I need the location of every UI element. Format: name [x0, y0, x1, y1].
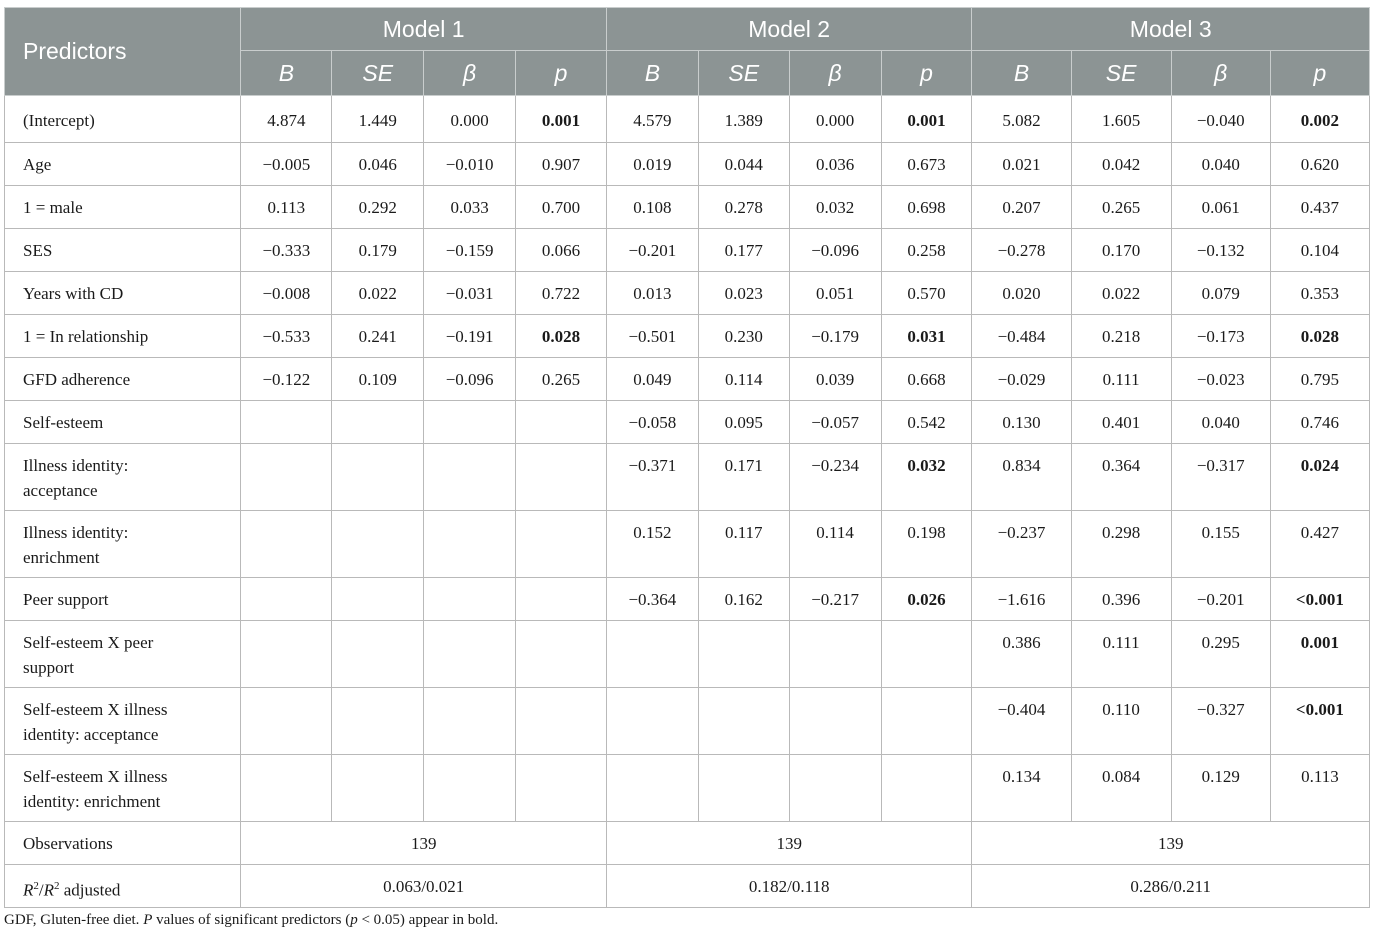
row-label-line-1: Illness identity:	[23, 456, 129, 475]
cell-model-2-se: 0.114	[698, 358, 789, 401]
table-row	[5, 96, 1370, 143]
cell-model-1-se	[332, 401, 424, 444]
cell-model-2-b: −0.058	[606, 401, 698, 444]
cell-model-1-b: −0.008	[241, 272, 332, 315]
table-row	[5, 755, 1370, 822]
cell-model-2-p: 0.570	[881, 272, 972, 315]
cell-model-3-beta: 0.155	[1171, 511, 1270, 578]
cell-model-3-beta: 0.040	[1171, 143, 1270, 186]
cell-model-1-se	[332, 755, 424, 822]
cell-model-2-se: 0.044	[698, 143, 789, 186]
cell-model-2-se: 0.117	[698, 511, 789, 578]
cell-model-3-beta: −0.132	[1171, 229, 1270, 272]
cell-model-1-p: 0.907	[516, 143, 607, 186]
cell-model-1-beta	[424, 444, 516, 511]
header-col-b: B	[606, 51, 698, 96]
cell-model-2-se: 1.389	[698, 96, 789, 143]
cell-model-3-se: 0.022	[1071, 272, 1171, 315]
cell-model-1-b: 4.874	[241, 96, 332, 143]
cell-model-3-p: 0.104	[1270, 229, 1369, 272]
cell-model-3-b: −0.237	[972, 511, 1071, 578]
cell-model-1-p	[516, 578, 607, 621]
cell-model-3-p: 0.002	[1270, 96, 1369, 143]
r2-model-3: 0.286/0.211	[972, 865, 1370, 908]
r2-model-2: 0.182/0.118	[606, 865, 972, 908]
cell-model-1-b	[241, 688, 332, 755]
row-label-line-1: Illness identity:	[23, 523, 129, 542]
cell-model-2-b: −0.371	[606, 444, 698, 511]
row-label-line-2: enrichment	[23, 548, 100, 567]
cell-model-2-p: 0.026	[881, 578, 972, 621]
cell-model-3-p: <0.001	[1270, 688, 1369, 755]
header-col-p: p	[516, 51, 607, 96]
cell-model-2-se: 0.278	[698, 186, 789, 229]
table-row	[5, 578, 1370, 621]
cell-model-2-beta	[789, 755, 881, 822]
cell-model-1-p	[516, 688, 607, 755]
row-label: $R^2/R^2$ adjusted	[5, 865, 241, 908]
header-col-b: B	[972, 51, 1071, 96]
cell-model-3-p: 0.001	[1270, 621, 1369, 688]
cell-model-1-p	[516, 444, 607, 511]
cell-model-1-beta: −0.031	[424, 272, 516, 315]
header-col-beta: β	[789, 51, 881, 96]
cell-model-1-se	[332, 621, 424, 688]
r2-label-suffix: adjusted	[59, 880, 121, 900]
cell-model-3-se: 0.218	[1071, 315, 1171, 358]
table-row	[5, 401, 1370, 444]
header-col-beta: β	[1171, 51, 1270, 96]
row-label-line-2: identity: acceptance	[23, 725, 159, 744]
cell-model-3-beta: −0.317	[1171, 444, 1270, 511]
table-row	[5, 272, 1370, 315]
header-col-se: SE	[698, 51, 789, 96]
cell-model-1-se	[332, 444, 424, 511]
cell-model-1-p: 0.265	[516, 358, 607, 401]
cell-model-2-beta: 0.000	[789, 96, 881, 143]
cell-model-1-beta	[424, 511, 516, 578]
cell-model-3-se: 0.298	[1071, 511, 1171, 578]
cell-model-1-beta	[424, 755, 516, 822]
row-label: (Intercept)	[5, 96, 241, 143]
header-col-beta: β	[424, 51, 516, 96]
cell-model-3-p: 0.746	[1270, 401, 1369, 444]
cell-model-1-b	[241, 511, 332, 578]
cell-model-3-se: 0.110	[1071, 688, 1171, 755]
cell-model-1-b	[241, 578, 332, 621]
cell-model-3-beta: −0.327	[1171, 688, 1270, 755]
header-col-p: p	[881, 51, 972, 96]
table-row	[5, 358, 1370, 401]
cell-model-3-p: 0.795	[1270, 358, 1369, 401]
cell-model-2-p: 0.032	[881, 444, 972, 511]
row-label: Peer support	[5, 578, 241, 621]
cell-model-2-b: 4.579	[606, 96, 698, 143]
cell-model-2-beta: 0.032	[789, 186, 881, 229]
cell-model-3-b: −0.029	[972, 358, 1071, 401]
cell-model-3-p: 0.427	[1270, 511, 1369, 578]
row-label: Observations	[5, 822, 241, 865]
cell-model-1-beta: 0.000	[424, 96, 516, 143]
cell-model-2-beta: −0.057	[789, 401, 881, 444]
cell-model-2-p: 0.031	[881, 315, 972, 358]
cell-model-3-se: 0.396	[1071, 578, 1171, 621]
cell-model-2-beta	[789, 621, 881, 688]
cell-model-2-beta: 0.114	[789, 511, 881, 578]
observations-model-1: 139	[241, 822, 607, 865]
footnote-part-1: GDF, Gluten-free diet.	[4, 912, 144, 928]
cell-model-2-p	[881, 755, 972, 822]
header-col-b: B	[241, 51, 332, 96]
cell-model-2-b: 0.019	[606, 143, 698, 186]
row-label-line-2: acceptance	[23, 481, 98, 500]
cell-model-3-beta: 0.040	[1171, 401, 1270, 444]
cell-model-2-beta: 0.036	[789, 143, 881, 186]
cell-model-3-se: 0.111	[1071, 358, 1171, 401]
cell-model-2-b: 0.108	[606, 186, 698, 229]
cell-model-2-p: 0.001	[881, 96, 972, 143]
cell-model-2-se: 0.095	[698, 401, 789, 444]
table-row	[5, 621, 1370, 688]
cell-model-1-p	[516, 401, 607, 444]
cell-model-2-p: 0.668	[881, 358, 972, 401]
cell-model-3-b: 0.134	[972, 755, 1071, 822]
header-row-models	[5, 8, 1370, 51]
header-col-se: SE	[332, 51, 424, 96]
cell-model-2-se: 0.230	[698, 315, 789, 358]
cell-model-1-se	[332, 578, 424, 621]
cell-model-3-beta: 0.061	[1171, 186, 1270, 229]
cell-model-3-p: <0.001	[1270, 578, 1369, 621]
cell-model-3-p: 0.024	[1270, 444, 1369, 511]
cell-model-3-b: −1.616	[972, 578, 1071, 621]
cell-model-3-beta: 0.295	[1171, 621, 1270, 688]
cell-model-1-p	[516, 755, 607, 822]
row-label	[5, 755, 241, 822]
table-row	[5, 229, 1370, 272]
cell-model-3-b: −0.278	[972, 229, 1071, 272]
cell-model-3-se: 0.401	[1071, 401, 1171, 444]
cell-model-2-p: 0.542	[881, 401, 972, 444]
cell-model-1-b	[241, 621, 332, 688]
cell-model-2-p	[881, 688, 972, 755]
table-row	[5, 444, 1370, 511]
table-body	[5, 96, 1370, 908]
cell-model-1-se: 1.449	[332, 96, 424, 143]
cell-model-2-beta	[789, 688, 881, 755]
header-model-1: Model 1	[241, 8, 607, 51]
cell-model-3-beta: −0.023	[1171, 358, 1270, 401]
cell-model-1-beta: 0.033	[424, 186, 516, 229]
cell-model-1-beta: −0.096	[424, 358, 516, 401]
cell-model-3-b: −0.404	[972, 688, 1071, 755]
cell-model-3-beta: 0.079	[1171, 272, 1270, 315]
cell-model-1-b: 0.113	[241, 186, 332, 229]
cell-model-3-b: −0.484	[972, 315, 1071, 358]
row-label: Self-esteem	[5, 401, 241, 444]
cell-model-1-p: 0.028	[516, 315, 607, 358]
cell-model-3-se: 1.605	[1071, 96, 1171, 143]
table-row	[5, 511, 1370, 578]
cell-model-3-b: 0.021	[972, 143, 1071, 186]
cell-model-3-p: 0.113	[1270, 755, 1369, 822]
cell-model-1-se: 0.241	[332, 315, 424, 358]
header-predictors: Predictors	[5, 8, 241, 96]
cell-model-2-beta: −0.096	[789, 229, 881, 272]
cell-model-1-beta	[424, 578, 516, 621]
cell-model-2-se	[698, 688, 789, 755]
cell-model-1-beta	[424, 688, 516, 755]
cell-model-1-b	[241, 401, 332, 444]
table-row	[5, 143, 1370, 186]
r2-row	[5, 865, 1370, 908]
header-col-p: p	[1270, 51, 1369, 96]
cell-model-1-beta: −0.159	[424, 229, 516, 272]
cell-model-2-se	[698, 755, 789, 822]
cell-model-3-p: 0.620	[1270, 143, 1369, 186]
table-row	[5, 688, 1370, 755]
cell-model-3-se: 0.111	[1071, 621, 1171, 688]
row-label	[5, 688, 241, 755]
row-label-line-1: Self-esteem X peer	[23, 633, 154, 652]
cell-model-1-se: 0.292	[332, 186, 424, 229]
cell-model-1-se: 0.109	[332, 358, 424, 401]
cell-model-3-se: 0.265	[1071, 186, 1171, 229]
row-label: Years with CD	[5, 272, 241, 315]
cell-model-2-se: 0.162	[698, 578, 789, 621]
cell-model-2-beta: −0.179	[789, 315, 881, 358]
cell-model-1-se	[332, 511, 424, 578]
row-label	[5, 444, 241, 511]
row-label-line-2: identity: enrichment	[23, 792, 161, 811]
cell-model-1-p: 0.001	[516, 96, 607, 143]
cell-model-3-se: 0.170	[1071, 229, 1171, 272]
cell-model-3-p: 0.437	[1270, 186, 1369, 229]
cell-model-1-p: 0.700	[516, 186, 607, 229]
cell-model-2-beta: −0.234	[789, 444, 881, 511]
row-label-line-1: Self-esteem X illness	[23, 767, 168, 786]
cell-model-1-beta	[424, 401, 516, 444]
cell-model-1-b	[241, 755, 332, 822]
cell-model-2-beta: −0.217	[789, 578, 881, 621]
cell-model-2-b	[606, 755, 698, 822]
cell-model-3-b: 5.082	[972, 96, 1071, 143]
cell-model-3-se: 0.084	[1071, 755, 1171, 822]
cell-model-2-b: 0.152	[606, 511, 698, 578]
row-label-line-1: Self-esteem X illness	[23, 700, 168, 719]
cell-model-1-b: −0.533	[241, 315, 332, 358]
header-col-se: SE	[1071, 51, 1171, 96]
cell-model-2-b	[606, 688, 698, 755]
cell-model-2-p: 0.198	[881, 511, 972, 578]
cell-model-2-b: −0.201	[606, 229, 698, 272]
r2-model-1: 0.063/0.021	[241, 865, 607, 908]
cell-model-2-se: 0.023	[698, 272, 789, 315]
cell-model-2-se: 0.171	[698, 444, 789, 511]
cell-model-3-b: 0.020	[972, 272, 1071, 315]
cell-model-1-beta: −0.010	[424, 143, 516, 186]
cell-model-1-se: 0.179	[332, 229, 424, 272]
row-label: GFD adherence	[5, 358, 241, 401]
table-row	[5, 186, 1370, 229]
header-model-2: Model 2	[606, 8, 972, 51]
cell-model-2-p: 0.673	[881, 143, 972, 186]
cell-model-2-b: −0.501	[606, 315, 698, 358]
cell-model-2-se: 0.177	[698, 229, 789, 272]
cell-model-1-beta	[424, 621, 516, 688]
cell-model-1-p: 0.722	[516, 272, 607, 315]
cell-model-1-b	[241, 444, 332, 511]
row-label: 1 = In relationship	[5, 315, 241, 358]
cell-model-2-b: 0.013	[606, 272, 698, 315]
cell-model-2-beta: 0.039	[789, 358, 881, 401]
cell-model-3-p: 0.028	[1270, 315, 1369, 358]
cell-model-1-p	[516, 621, 607, 688]
table-row	[5, 315, 1370, 358]
row-label-line-2: support	[23, 658, 74, 677]
row-label: Age	[5, 143, 241, 186]
cell-model-2-b	[606, 621, 698, 688]
cell-model-3-b: 0.130	[972, 401, 1071, 444]
cell-model-2-p	[881, 621, 972, 688]
cell-model-3-b: 0.207	[972, 186, 1071, 229]
cell-model-1-se: 0.022	[332, 272, 424, 315]
footnote-part-3: < 0.05) appear in bold.	[357, 912, 499, 928]
cell-model-1-b: −0.333	[241, 229, 332, 272]
header-model-3: Model 3	[972, 8, 1370, 51]
cell-model-3-b: 0.834	[972, 444, 1071, 511]
cell-model-3-se: 0.364	[1071, 444, 1171, 511]
row-label	[5, 621, 241, 688]
cell-model-2-b: 0.049	[606, 358, 698, 401]
cell-model-1-beta: −0.191	[424, 315, 516, 358]
cell-model-1-p	[516, 511, 607, 578]
cell-model-3-b: 0.386	[972, 621, 1071, 688]
cell-model-2-se	[698, 621, 789, 688]
footnote-part-2: values of significant predictors (	[152, 912, 351, 928]
observations-row	[5, 822, 1370, 865]
cell-model-2-p: 0.698	[881, 186, 972, 229]
cell-model-3-beta: −0.040	[1171, 96, 1270, 143]
row-label: SES	[5, 229, 241, 272]
regression-table	[4, 7, 1370, 908]
cell-model-3-beta: 0.129	[1171, 755, 1270, 822]
cell-model-2-p: 0.258	[881, 229, 972, 272]
cell-model-3-beta: −0.201	[1171, 578, 1270, 621]
observations-model-2: 139	[606, 822, 972, 865]
table-footnote: GDF, Gluten-free diet. P values of significant predictors (p < 0.05) appear in bold.	[4, 912, 499, 928]
cell-model-1-b: −0.005	[241, 143, 332, 186]
cell-model-2-beta: 0.051	[789, 272, 881, 315]
cell-model-1-b: −0.122	[241, 358, 332, 401]
observations-model-3: 139	[972, 822, 1370, 865]
cell-model-3-beta: −0.173	[1171, 315, 1270, 358]
cell-model-2-b: −0.364	[606, 578, 698, 621]
row-label	[5, 511, 241, 578]
row-label: 1 = male	[5, 186, 241, 229]
cell-model-3-p: 0.353	[1270, 272, 1369, 315]
cell-model-3-se: 0.042	[1071, 143, 1171, 186]
cell-model-1-se	[332, 688, 424, 755]
cell-model-1-p: 0.066	[516, 229, 607, 272]
cell-model-1-se: 0.046	[332, 143, 424, 186]
